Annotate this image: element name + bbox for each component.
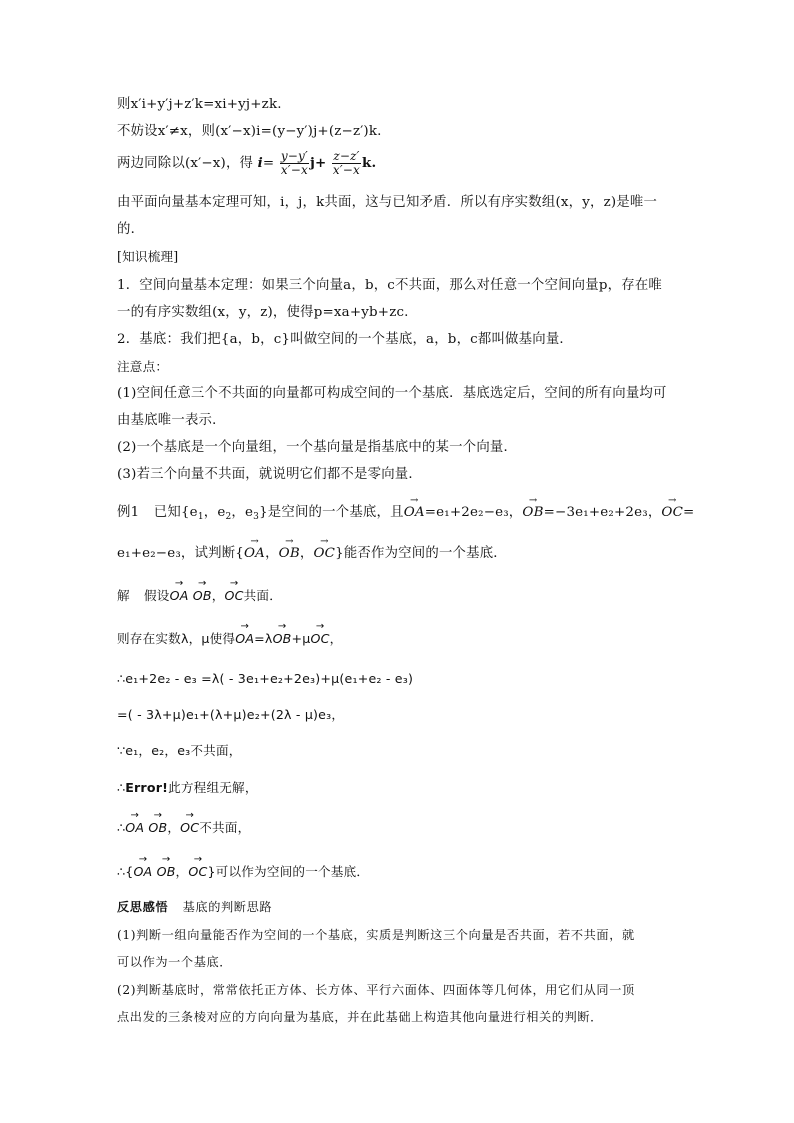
vector-oa: → OA xyxy=(404,502,425,520)
solution-line-8 xyxy=(117,861,369,881)
vector-oc: → OC xyxy=(188,861,207,879)
vector-oc: → OC xyxy=(661,502,683,520)
reflection-1-line-1 xyxy=(117,926,635,944)
basis-definition xyxy=(117,331,573,349)
solution-line-1-end: 共面． xyxy=(243,588,283,603)
example-line-2-b: }能否作为空间的一个基底． xyxy=(335,546,507,561)
proof-line-1 xyxy=(117,96,282,114)
fraction-1-denominator: x′−x xyxy=(280,163,308,177)
example-line-2-a: e₁+e₂−e₃，试判断{ xyxy=(117,546,244,561)
solution-line-2 xyxy=(117,628,342,648)
solution-label: 解 xyxy=(117,588,130,603)
example-text-b: ，e xyxy=(203,505,226,520)
proof-line-4-text: 由平面向量基本定理可知，i，j，k共面，这与已知矛盾．所以有序实数组(x，y，z)是唯一 xyxy=(117,195,658,210)
solution-line-8-a: ∴{ xyxy=(117,864,134,879)
separator: ， xyxy=(175,864,189,879)
vector-ob: → OB xyxy=(193,585,212,603)
proof-line-3-prefix: 两边同除以(x′−x)，得 xyxy=(117,156,254,171)
solution-line-6 xyxy=(117,779,258,797)
reflection-2-line-1-text: (2)判断基底时，常常依托正方体、长方体、平行六面体、四面体等几何体，用它们从同一顶 xyxy=(117,983,635,997)
solution-line-7 xyxy=(117,817,250,837)
vector-ob: → OB xyxy=(148,817,167,835)
solution-line-5 xyxy=(117,742,242,760)
vector-oa: → OA xyxy=(125,817,144,835)
error-marker: Error! xyxy=(125,780,169,795)
sub-3: 3 xyxy=(253,512,260,522)
reflection-2-line-2 xyxy=(117,1008,603,1026)
solution-line-6-b: 此方程组无解， xyxy=(168,780,258,795)
proof-line-5 xyxy=(117,221,144,239)
theorem-line-2-text: 一的有序实数组(x，y，z)，使得p=xa+yb+zc. xyxy=(117,305,409,320)
knowledge-heading xyxy=(117,248,178,266)
basis-definition-text: 2．基底：我们把{a，b，c}叫做空间的一个基底，a，b，c都叫做基向量． xyxy=(117,332,574,347)
vector-oc: → OC xyxy=(310,628,329,646)
reflection-1-line-1-text: (1)判断一组向量能否作为空间的一个基底，实质是判断这三个向量是否共面，若不共面，就 xyxy=(117,928,635,942)
note-1-line-2-text: 由基底唯一表示． xyxy=(117,413,226,428)
fraction-1 xyxy=(280,150,309,177)
vector-oc: → OC xyxy=(225,585,244,603)
separator: ， xyxy=(167,820,181,835)
example-text-a: 已知{e xyxy=(153,505,198,520)
example-line-2 xyxy=(117,543,507,563)
example-text-d: }是空间的一个基底，且 xyxy=(259,505,404,520)
reflection-subtitle: 基底的判断思路 xyxy=(182,900,273,914)
notes-title xyxy=(117,358,168,376)
proof-line-3-k: k. xyxy=(362,155,377,171)
note-1-line-1-text: (1)空间任意三个不共面的向量都可构成空间的一个基底．基底选定后，空间的所有向量均可 xyxy=(117,386,667,401)
separator: ， xyxy=(299,546,314,561)
example-line-1 xyxy=(117,502,694,526)
eq-ob: =−3e₁+e₂+2e₃， xyxy=(543,505,662,520)
note-2-text: (2)一个基底是一个向量组，一个基向量是指基底中的某一个向量． xyxy=(117,440,518,455)
reflection-1-line-2-text: 可以作为一个基底． xyxy=(117,955,233,969)
knowledge-heading-text: [知识梳理] xyxy=(117,249,179,264)
proof-line-3-i: i xyxy=(257,155,263,171)
note-3 xyxy=(117,466,422,484)
proof-line-1-text: 则x′i+y′j+z′k=xi+yj+zk. xyxy=(117,97,282,112)
example-text-c: ，e xyxy=(231,505,254,520)
vector-oa: → OA xyxy=(133,861,152,879)
vector-oc: → OC xyxy=(180,817,199,835)
fraction-1-numerator: y−y′ xyxy=(280,149,308,163)
reflection-2-line-1 xyxy=(117,981,635,999)
fraction-2-numerator: z−z′ xyxy=(333,149,360,163)
theorem-line-1 xyxy=(117,277,662,295)
proof-line-2 xyxy=(117,123,382,141)
theorem-line-1-text: 1．空间向量基本定理：如果三个向量a，b，c不共面，那么对任意一个空间向量p，存在唯 xyxy=(117,278,662,293)
eq-oc: = xyxy=(683,505,695,520)
proof-line-3-eq: = xyxy=(262,156,275,171)
proof-line-3 xyxy=(117,150,376,177)
example-label: 例1 xyxy=(117,505,140,520)
solution-line-6-a: ∴ xyxy=(117,780,126,795)
fraction-2 xyxy=(332,150,361,177)
solution-line-5-text: ∵e₁，e₂，e₃不共面， xyxy=(117,743,242,758)
solution-line-3 xyxy=(117,670,413,688)
solution-line-3-text: ∴e₁+2e₂ - e₃ =λ( - 3e₁+e₂+2e₃)+μ(e₁+e₂ - e₃) xyxy=(117,671,414,686)
solution-line-1 xyxy=(117,585,282,605)
proof-line-4 xyxy=(117,194,657,212)
eq-oa: =e₁+2e₂−e₃， xyxy=(424,505,523,520)
note-1-line-2 xyxy=(117,412,226,430)
reflection-1-line-2 xyxy=(117,953,232,971)
vector-oa: → OA xyxy=(170,585,189,603)
solution-line-7-end: 不共面， xyxy=(199,820,251,835)
reflection-heading xyxy=(117,898,272,916)
vector-ob: → OB xyxy=(522,502,543,520)
vector-oc: → OC xyxy=(313,543,335,561)
solution-line-7-a: ∴ xyxy=(117,820,126,835)
theorem-line-2 xyxy=(117,304,409,322)
solution-line-2-a: 则存在实数λ，μ使得 xyxy=(117,631,236,646)
solution-line-4-text: =( - 3λ+μ)e₁+(λ+μ)e₂+(2λ - μ)e₃， xyxy=(117,707,345,722)
solution-line-4 xyxy=(117,706,344,724)
reflection-2-line-2-text: 点出发的三条棱对应的方向向量为基底，并在此基础上构造其他向量进行相关的判断． xyxy=(117,1010,603,1024)
sub-2: 2 xyxy=(225,512,232,522)
vector-ob: → OB xyxy=(273,628,292,646)
separator: ， xyxy=(265,546,279,561)
note-2 xyxy=(117,439,517,457)
proof-line-3-j: j+ xyxy=(309,155,327,171)
proof-line-2-text: 不妨设x′≠x，则(x′−x)i=(y−y′)j+(z−z′)k. xyxy=(117,124,382,139)
vector-oa: → OA xyxy=(235,628,254,646)
solution-line-2-eq: =λ xyxy=(254,631,273,646)
sub-1: 1 xyxy=(197,512,204,522)
proof-line-5-text: 的． xyxy=(117,222,145,237)
solution-line-1-a: 假设 xyxy=(144,588,170,603)
reflection-title: 反思感悟 xyxy=(117,900,169,914)
vector-ob: → OB xyxy=(157,861,176,879)
notes-title-text: 注意点： xyxy=(117,359,169,374)
fraction-2-denominator: x′−x xyxy=(332,163,361,177)
note-1-line-1 xyxy=(117,385,667,403)
solution-line-2-end: ， xyxy=(329,631,343,646)
separator: ， xyxy=(211,588,225,603)
solution-line-2-plus: +μ xyxy=(291,631,311,646)
vector-oa: → OA xyxy=(244,543,265,561)
vector-ob: → OB xyxy=(279,543,300,561)
note-3-text: (3)若三个向量不共面，就说明它们都不是零向量． xyxy=(117,467,422,482)
solution-line-8-end: }可以作为空间的一个基底． xyxy=(207,864,370,879)
